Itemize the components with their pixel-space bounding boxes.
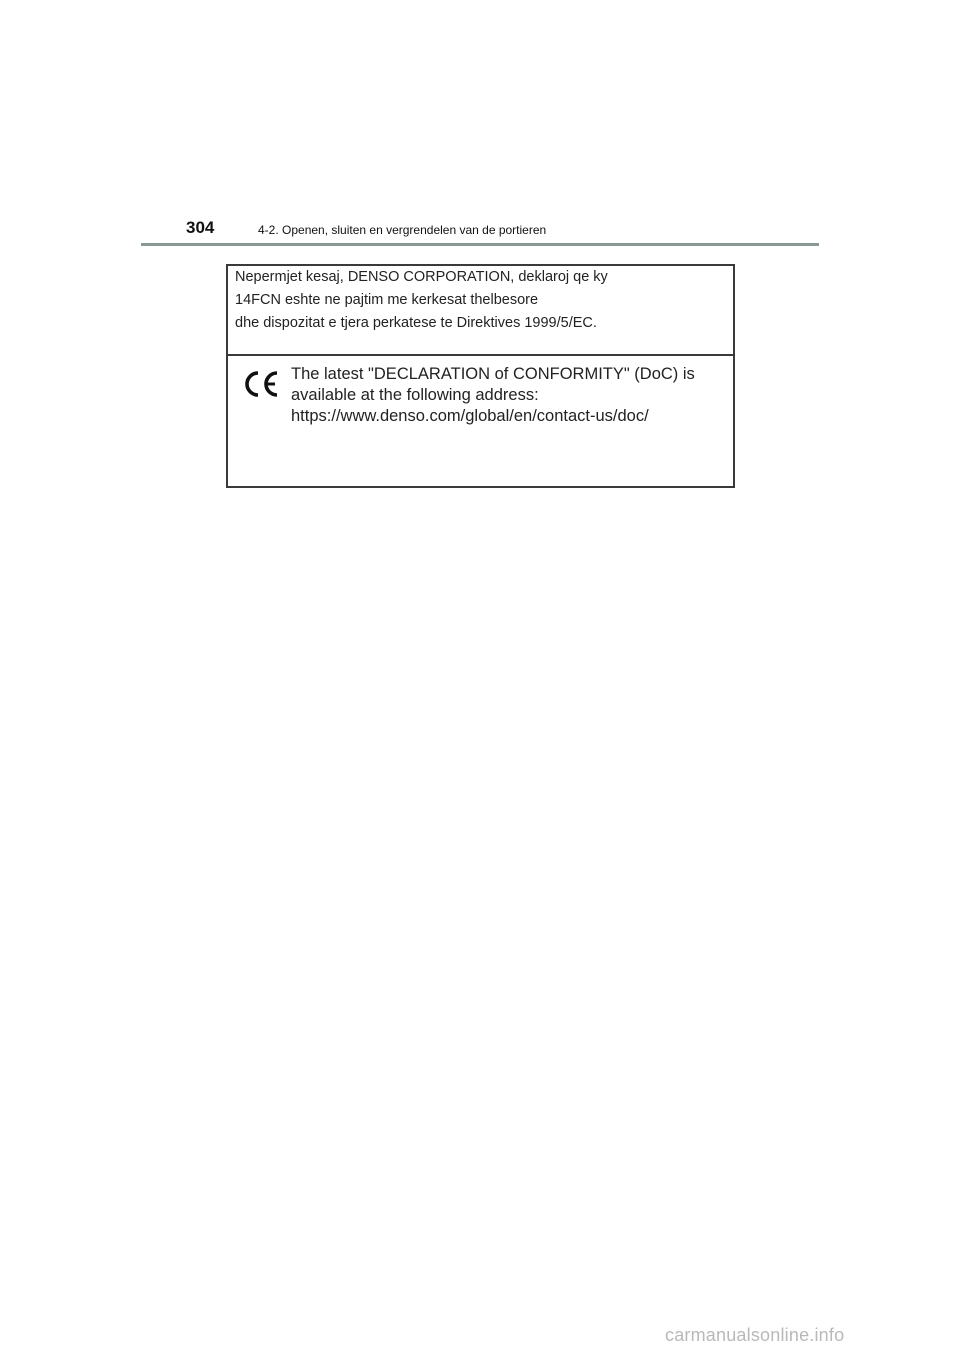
section-title: 4-2. Openen, sluiten en vergrendelen van de portieren (258, 223, 547, 237)
albanian-line-1: Nepermjet kesaj, DENSO CORPORATION, deklaroj qe ky (235, 269, 608, 285)
declaration-line-1: The latest "DECLARATION of CONFORMITY" (DoC) is (291, 365, 695, 383)
declaration-label (226, 264, 735, 488)
header-divider (141, 243, 819, 246)
albanian-line-3: dhe dispozitat e tjera perkatese te Direktives 1999/5/EC. (235, 315, 597, 331)
declaration-line-2: available at the following address: (291, 386, 539, 404)
declaration-url: https://www.denso.com/global/en/contact-us/doc/ (291, 407, 649, 425)
ce-mark-icon (242, 369, 280, 399)
watermark: carmanualsonline.info (665, 1325, 845, 1345)
albanian-declaration (228, 266, 733, 356)
albanian-line-2: 14FCN eshte ne pajtim me kerkesat thelbesore (235, 292, 539, 308)
page-number: 304 (186, 218, 215, 237)
